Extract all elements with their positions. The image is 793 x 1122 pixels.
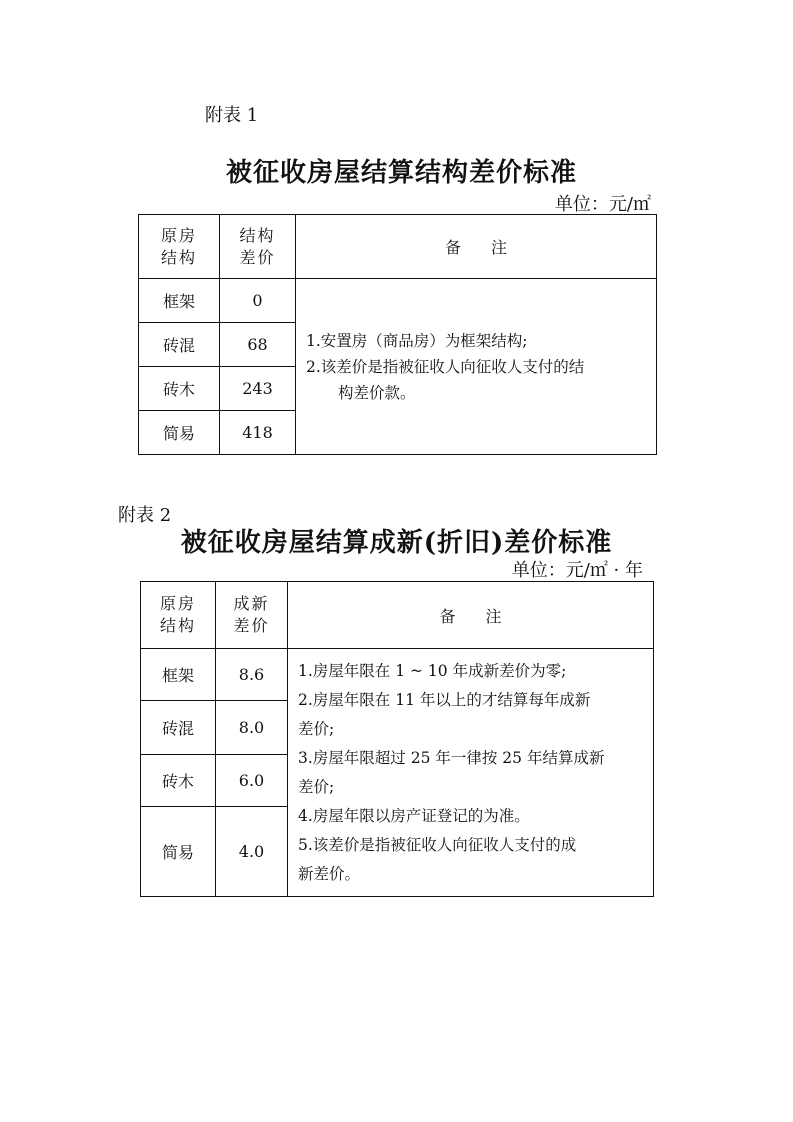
value-cell: 8.6	[216, 649, 288, 701]
table2-label: 附表 2	[118, 505, 172, 526]
header-structure-price-diff: 结构 差价	[220, 215, 296, 279]
remark-line: 4.房屋年限以房产证登记的为准。	[298, 806, 530, 825]
value-cell: 4.0	[216, 807, 288, 897]
value-cell: 0	[220, 279, 296, 323]
remark-line: 2.该差价是指被征收人向征收人支付的结	[306, 357, 585, 376]
table-header-row	[139, 215, 657, 279]
depreciation-price-table	[140, 581, 654, 897]
table1-label: 附表 1	[205, 105, 259, 126]
remark-line: 1.房屋年限在 1 ~ 10 年成新差价为零;	[298, 661, 567, 680]
value-cell: 8.0	[216, 701, 288, 755]
table1-title: 被征收房屋结算结构差价标准	[225, 158, 577, 188]
table2-unit: 单位：元/㎡ · 年	[511, 560, 643, 581]
table1-unit: 单位：元/㎡	[554, 194, 651, 215]
table-row	[141, 649, 654, 701]
remark-line: 差价;	[298, 719, 335, 738]
remark-line: 5.该差价是指被征收人向征收人支付的成	[298, 835, 577, 854]
structure-cell: 砖木	[141, 755, 216, 807]
remark-line: 差价;	[298, 777, 335, 796]
value-cell: 68	[220, 323, 296, 367]
structure-cell: 简易	[141, 807, 216, 897]
table2-title: 被征收房屋结算成新(折旧)差价标准	[180, 528, 613, 558]
structure-cell: 简易	[139, 411, 220, 455]
header-original-structure: 原房 结构	[141, 582, 216, 649]
remark-line: 2.房屋年限在 11 年以上的才结算每年成新	[298, 690, 591, 709]
structure-cell: 砖混	[139, 323, 220, 367]
structure-cell: 框架	[139, 279, 220, 323]
value-cell: 418	[220, 411, 296, 455]
structure-cell: 砖混	[141, 701, 216, 755]
structure-price-table	[138, 214, 657, 455]
remark-line: 3.房屋年限超过 25 年一律按 25 年结算成新	[298, 748, 605, 767]
table-header-row	[141, 582, 654, 649]
header-remarks: 备注	[288, 582, 654, 649]
value-cell: 243	[220, 367, 296, 411]
remarks-cell	[288, 649, 654, 897]
remark-line: 1.安置房（商品房）为框架结构;	[306, 331, 528, 350]
remarks-cell	[296, 279, 657, 455]
structure-cell: 砖木	[139, 367, 220, 411]
remark-line: 新差价。	[298, 864, 361, 883]
table-row	[139, 279, 657, 323]
remark-line: 构差价款。	[338, 383, 416, 402]
value-cell: 6.0	[216, 755, 288, 807]
header-remarks: 备注	[296, 215, 657, 279]
header-original-structure: 原房 结构	[139, 215, 220, 279]
structure-cell: 框架	[141, 649, 216, 701]
header-depreciation-price-diff: 成新 差价	[216, 582, 288, 649]
